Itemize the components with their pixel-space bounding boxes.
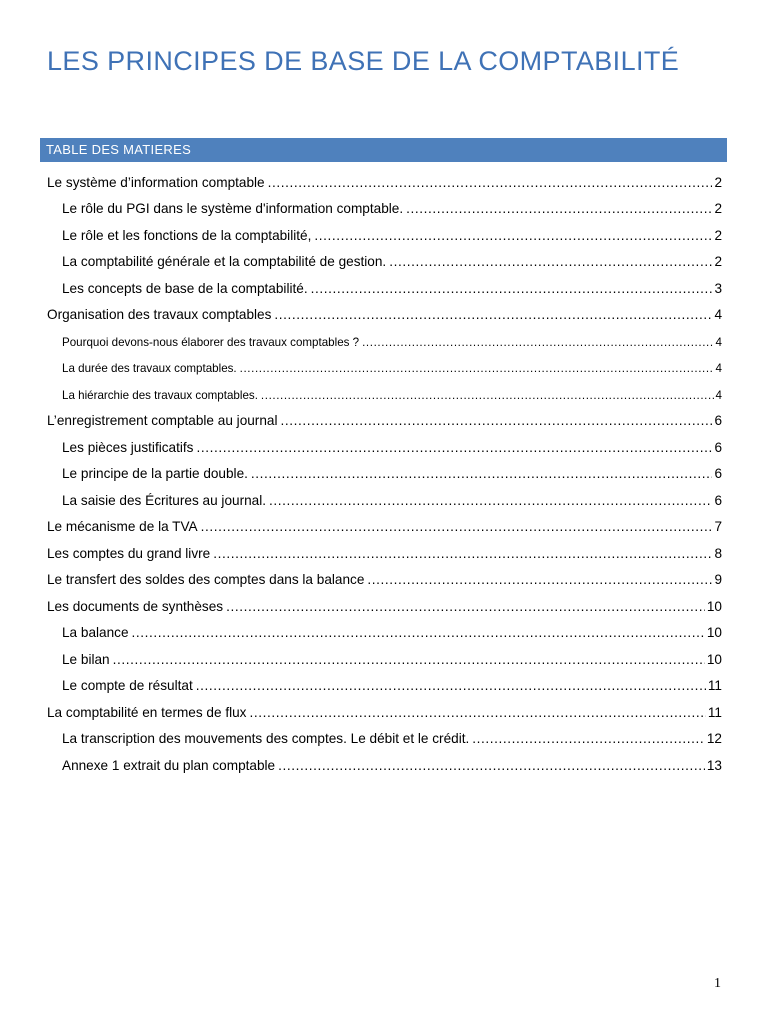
toc-entry[interactable] <box>47 561 722 588</box>
toc-entry-page[interactable]: 4 <box>715 362 722 375</box>
toc-entry-page[interactable]: 6 <box>714 492 722 508</box>
toc-dot-leader <box>213 546 712 561</box>
toc-entry-page[interactable]: 10 <box>706 598 722 614</box>
toc-entry[interactable] <box>47 163 722 190</box>
toc-entry-label[interactable]: Le système d’information comptable <box>47 174 265 190</box>
toc-entry[interactable] <box>47 667 722 694</box>
toc-entry-label[interactable]: Le rôle et les fonctions de la comptabilité, <box>62 227 312 243</box>
toc-entry[interactable] <box>47 243 722 270</box>
toc-entry-page[interactable]: 2 <box>714 227 722 243</box>
toc-entry-page[interactable]: 2 <box>714 254 722 269</box>
toc-entry[interactable] <box>47 746 722 773</box>
toc-dot-leader <box>314 228 712 243</box>
toc-entry-label[interactable]: Organisation des travaux comptables <box>47 307 272 322</box>
toc-entry-page[interactable]: 9 <box>714 572 722 587</box>
toc-entry-label[interactable]: Les concepts de base de la comptabilité. <box>62 280 308 296</box>
toc-header: TABLE DES MATIERES <box>40 138 727 162</box>
toc-entry-page[interactable]: 11 <box>707 704 722 720</box>
toc-entry-page[interactable]: 6 <box>714 439 722 455</box>
toc-entry-label[interactable]: Les comptes du grand livre <box>47 545 211 561</box>
toc-entry[interactable] <box>47 216 722 243</box>
toc-entry[interactable] <box>47 349 722 376</box>
toc-dot-leader <box>389 254 712 269</box>
toc-entry-page[interactable]: 13 <box>706 757 722 773</box>
toc-entry-page[interactable]: 4 <box>714 307 722 322</box>
toc-entry-page[interactable]: 6 <box>714 413 722 428</box>
toc-entry-page[interactable]: 10 <box>706 625 722 640</box>
toc-entry-page[interactable]: 4 <box>715 335 722 349</box>
toc-entry-label[interactable]: Le bilan <box>62 651 110 667</box>
toc-entry-label[interactable]: La balance <box>62 625 129 640</box>
toc-entry[interactable] <box>47 322 722 349</box>
toc-dot-leader <box>226 599 705 614</box>
toc-entry-page[interactable]: 2 <box>714 201 722 216</box>
toc-dot-leader <box>240 362 714 375</box>
toc-dot-leader <box>269 493 712 508</box>
toc-entry[interactable] <box>47 587 722 614</box>
toc-entry[interactable] <box>47 375 722 402</box>
toc-entry[interactable] <box>47 428 722 455</box>
toc-entry[interactable] <box>47 402 722 429</box>
page-number: 1 <box>714 976 721 991</box>
toc-dot-leader <box>367 572 712 587</box>
toc-entry[interactable] <box>47 269 722 296</box>
table-of-contents <box>47 163 722 773</box>
toc-entry[interactable] <box>47 296 722 323</box>
toc-entry-page[interactable]: 4 <box>715 388 722 402</box>
toc-entry-label[interactable]: La comptabilité générale et la comptabilité de gestion. <box>62 254 387 269</box>
toc-entry[interactable] <box>47 190 722 217</box>
toc-dot-leader <box>201 519 713 534</box>
toc-entry[interactable] <box>47 640 722 667</box>
toc-entry-page[interactable]: 6 <box>714 466 722 481</box>
toc-entry-label[interactable]: Le compte de résultat <box>62 678 193 693</box>
toc-entry-label[interactable]: Le rôle du PGI dans le système d'information comptable. <box>62 201 404 216</box>
document-title: LES PRINCIPES DE BASE DE LA COMPTABILITÉ <box>47 46 680 76</box>
toc-entry-label[interactable]: La comptabilité en termes de flux <box>47 704 247 720</box>
toc-entry-label[interactable]: La durée des travaux comptables. <box>62 362 237 375</box>
toc-dot-leader <box>311 281 713 296</box>
toc-entry-page[interactable]: 12 <box>706 731 722 746</box>
toc-entry-label[interactable]: La saisie des Écritures au journal. <box>62 492 267 508</box>
toc-dot-leader <box>249 705 705 720</box>
toc-entry-label[interactable]: Le transfert des soldes des comptes dans la balance <box>47 572 365 587</box>
toc-dot-leader <box>196 440 712 455</box>
toc-dot-leader <box>196 678 706 693</box>
toc-entry-label[interactable]: Les documents de synthèses <box>47 598 224 614</box>
toc-dot-leader <box>268 175 713 190</box>
toc-entry-label[interactable]: La transcription des mouvements des comptes. Le débit et le crédit. <box>62 731 470 746</box>
toc-entry[interactable] <box>47 481 722 508</box>
toc-entry-label[interactable]: Le principe de la partie double. <box>62 466 248 481</box>
toc-dot-leader <box>280 413 712 428</box>
toc-entry-page[interactable]: 8 <box>714 545 722 561</box>
toc-dot-leader <box>274 307 712 322</box>
toc-entry[interactable] <box>47 720 722 747</box>
toc-dot-leader <box>261 389 714 402</box>
toc-entry[interactable] <box>47 508 722 535</box>
toc-dot-leader <box>278 758 705 773</box>
toc-entry-page[interactable]: 2 <box>714 174 722 190</box>
toc-entry-page[interactable]: 7 <box>714 519 722 534</box>
toc-entry[interactable] <box>47 693 722 720</box>
toc-entry[interactable] <box>47 534 722 561</box>
toc-entry-label[interactable]: Le mécanisme de la TVA <box>47 519 198 534</box>
toc-entry-label[interactable]: Pourquoi devons-nous élaborer des travaux comptables ? <box>62 335 360 349</box>
toc-entry-page[interactable]: 3 <box>714 280 722 296</box>
toc-dot-leader <box>362 336 713 349</box>
toc-entry-page[interactable]: 10 <box>706 651 722 667</box>
toc-entry-label[interactable]: L’enregistrement comptable au journal <box>47 413 278 428</box>
toc-entry-page[interactable]: 11 <box>707 678 722 693</box>
toc-entry-label[interactable]: Les pièces justificatifs <box>62 439 194 455</box>
toc-dot-leader <box>132 625 705 640</box>
toc-entry-label[interactable]: La hiérarchie des travaux comptables. <box>62 388 258 402</box>
toc-entry[interactable] <box>47 455 722 482</box>
toc-dot-leader <box>113 652 705 667</box>
toc-dot-leader <box>406 201 712 216</box>
toc-entry-label[interactable]: Annexe 1 extrait du plan comptable <box>62 757 276 773</box>
toc-entry[interactable] <box>47 614 722 641</box>
toc-dot-leader <box>472 731 705 746</box>
toc-dot-leader <box>251 466 713 481</box>
